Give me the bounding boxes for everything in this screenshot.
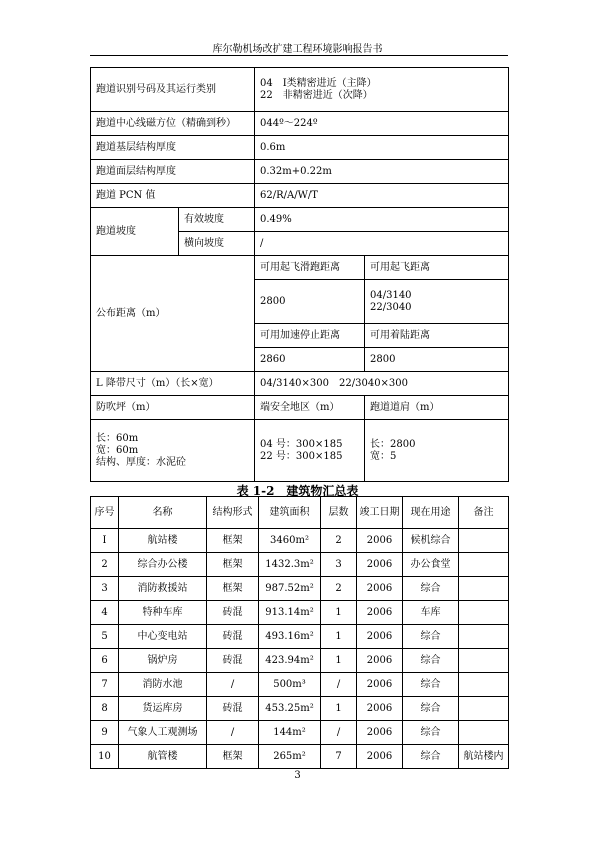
table-row bbox=[91, 529, 509, 553]
table-cell: / bbox=[321, 673, 357, 697]
table-cell: 2 bbox=[321, 529, 357, 553]
table-cell: 3460m² bbox=[259, 529, 321, 553]
strip-label: L 降带尺寸（m）（长×宽） bbox=[91, 372, 255, 396]
resa-label: 端安全地区（m） bbox=[255, 396, 365, 420]
table-cell: 航管楼 bbox=[119, 745, 207, 769]
table-cell bbox=[459, 649, 509, 673]
eff-slope-label: 有效坡度 bbox=[179, 208, 255, 232]
surface-label: 跑道面层结构厚度 bbox=[91, 160, 255, 184]
table-cell: 453.25m² bbox=[259, 697, 321, 721]
table-cell: 2006 bbox=[357, 649, 403, 673]
table-cell bbox=[459, 601, 509, 625]
table-cell: 5 bbox=[91, 625, 119, 649]
table-cell: 候机综合 bbox=[403, 529, 459, 553]
table-cell: 1 bbox=[321, 697, 357, 721]
table-cell: 6 bbox=[91, 649, 119, 673]
table-cell: 2006 bbox=[357, 529, 403, 553]
table-cell: 1 bbox=[321, 601, 357, 625]
table-cell: 框架 bbox=[207, 529, 259, 553]
header-cell: 结构形式 bbox=[207, 497, 259, 529]
table-cell: 2006 bbox=[357, 745, 403, 769]
table-row bbox=[91, 553, 509, 577]
table-row bbox=[91, 697, 509, 721]
table-cell: 综合 bbox=[403, 625, 459, 649]
cross-slope-label: 横向坡度 bbox=[179, 232, 255, 256]
table-cell: 框架 bbox=[207, 745, 259, 769]
table-cell: / bbox=[207, 673, 259, 697]
table-row bbox=[91, 649, 509, 673]
table-cell: 913.14m² bbox=[259, 601, 321, 625]
page-header: 库尔勒机场改扩建工程环境影响报告书 bbox=[212, 44, 383, 55]
table-cell bbox=[459, 673, 509, 697]
table-cell: 1432.3m² bbox=[259, 553, 321, 577]
strip-value: 04/3140×300 22/3040×300 bbox=[255, 372, 509, 396]
slope-label: 跑道坡度 bbox=[91, 208, 179, 256]
shoulder-values: 长：2800 宽：5 bbox=[365, 420, 509, 482]
table-cell: 消防救援站 bbox=[119, 577, 207, 601]
table-cell: 综合 bbox=[403, 697, 459, 721]
lda-label: 可用着陆距离 bbox=[365, 324, 509, 348]
table-cell: 2006 bbox=[357, 697, 403, 721]
table-row bbox=[91, 601, 509, 625]
toda-label: 可用起飞距离 bbox=[365, 256, 509, 280]
table-cell: 500m³ bbox=[259, 673, 321, 697]
resa-values: 04 号：300×185 22 号：300×185 bbox=[255, 420, 365, 482]
table-cell: 消防水池 bbox=[119, 673, 207, 697]
table-cell: 综合 bbox=[403, 721, 459, 745]
table-cell: 车库 bbox=[403, 601, 459, 625]
table-cell: / bbox=[321, 721, 357, 745]
table-cell: 1 bbox=[321, 649, 357, 673]
table-cell: 综合 bbox=[403, 649, 459, 673]
table-cell: 2006 bbox=[357, 673, 403, 697]
runway-id-label: 跑道识别号码及其运行类别 bbox=[91, 68, 255, 112]
table-cell: 航站楼内 bbox=[459, 745, 509, 769]
table-cell bbox=[459, 553, 509, 577]
table-cell: 7 bbox=[321, 745, 357, 769]
table-cell bbox=[459, 577, 509, 601]
table-cell: 2 bbox=[91, 553, 119, 577]
header-rule bbox=[90, 55, 508, 56]
table-cell: 3 bbox=[321, 553, 357, 577]
table-cell: / bbox=[207, 721, 259, 745]
table-cell: 987.52m² bbox=[259, 577, 321, 601]
table-row bbox=[91, 625, 509, 649]
header-cell: 名称 bbox=[119, 497, 207, 529]
blast-label: 防吹坪（m） bbox=[91, 396, 255, 420]
table-cell: 8 bbox=[91, 697, 119, 721]
table-cell: 综合 bbox=[403, 673, 459, 697]
magnetic-value: 044º～224º bbox=[255, 112, 509, 136]
table-cell: 3 bbox=[91, 577, 119, 601]
table-cell: 2 bbox=[321, 577, 357, 601]
dist-label: 公布距离（m） bbox=[91, 256, 255, 372]
asda-value: 2860 bbox=[255, 348, 365, 372]
runway-table bbox=[90, 67, 509, 482]
table-cell: 1 bbox=[321, 625, 357, 649]
table-cell: 中心变电站 bbox=[119, 625, 207, 649]
table-cell: 锅炉房 bbox=[119, 649, 207, 673]
table-cell: 航站楼 bbox=[119, 529, 207, 553]
table-cell: 265m² bbox=[259, 745, 321, 769]
table-cell: 144m² bbox=[259, 721, 321, 745]
table-row bbox=[91, 673, 509, 697]
page-number: 3 bbox=[294, 770, 301, 781]
header-cell: 备注 bbox=[459, 497, 509, 529]
base-label: 跑道基层结构厚度 bbox=[91, 136, 255, 160]
table-cell: 砖混 bbox=[207, 649, 259, 673]
base-value: 0.6m bbox=[255, 136, 509, 160]
table-cell bbox=[459, 697, 509, 721]
table-cell: 493.16m² bbox=[259, 625, 321, 649]
pcn-label: 跑道 PCN 值 bbox=[91, 184, 255, 208]
table-cell bbox=[459, 625, 509, 649]
header-cell: 建筑面积 bbox=[259, 497, 321, 529]
cross-slope-value: / bbox=[255, 232, 509, 256]
table-caption: 表 1-2 建筑物汇总表 bbox=[236, 484, 359, 498]
table-cell bbox=[459, 529, 509, 553]
table-cell: 综合 bbox=[403, 745, 459, 769]
eff-slope-value: 0.49% bbox=[255, 208, 509, 232]
table-cell: 9 bbox=[91, 721, 119, 745]
table-cell: 货运库房 bbox=[119, 697, 207, 721]
table-cell bbox=[459, 721, 509, 745]
magnetic-label: 跑道中心线磁方位（精确到秒） bbox=[91, 112, 255, 136]
table-row bbox=[91, 577, 509, 601]
table-cell: 2006 bbox=[357, 577, 403, 601]
table-cell: 综合 bbox=[403, 577, 459, 601]
tora-label: 可用起飞滑跑距离 bbox=[255, 256, 365, 280]
table-cell: 2006 bbox=[357, 625, 403, 649]
toda-values: 04/3140 22/3040 bbox=[365, 280, 509, 324]
table-cell: 4 bbox=[91, 601, 119, 625]
table-cell: 综合办公楼 bbox=[119, 553, 207, 577]
table-cell: 2006 bbox=[357, 601, 403, 625]
table-cell: 特种车库 bbox=[119, 601, 207, 625]
table-cell: 砖混 bbox=[207, 601, 259, 625]
header-cell: 竣工日期 bbox=[357, 497, 403, 529]
table-cell: 砖混 bbox=[207, 625, 259, 649]
shoulder-label: 跑道道肩（m） bbox=[365, 396, 509, 420]
lda-value: 2800 bbox=[365, 348, 509, 372]
table-cell: Ⅰ bbox=[91, 529, 119, 553]
pcn-value: 62/R/A/W/T bbox=[255, 184, 509, 208]
header-cell: 现在用途 bbox=[403, 497, 459, 529]
blast-values: 长：60m 宽：60m 结构、厚度：水泥砼 bbox=[91, 420, 255, 482]
table-row bbox=[91, 721, 509, 745]
table-cell: 2006 bbox=[357, 553, 403, 577]
runway-id-values: 04 Ⅰ类精密进近（主降） 22 非精密进近（次降） bbox=[255, 68, 509, 112]
table-cell: 10 bbox=[91, 745, 119, 769]
asda-label: 可用加速停止距离 bbox=[255, 324, 365, 348]
header-cell: 序号 bbox=[91, 497, 119, 529]
table-row bbox=[91, 745, 509, 769]
table-cell: 框架 bbox=[207, 553, 259, 577]
table-cell: 办公食堂 bbox=[403, 553, 459, 577]
table-cell: 423.94m² bbox=[259, 649, 321, 673]
table-cell: 气象人工观测场 bbox=[119, 721, 207, 745]
surface-value: 0.32m+0.22m bbox=[255, 160, 509, 184]
table-cell: 7 bbox=[91, 673, 119, 697]
tora-value: 2800 bbox=[255, 280, 365, 324]
building-table bbox=[90, 496, 509, 769]
header-cell: 层数 bbox=[321, 497, 357, 529]
table-cell: 框架 bbox=[207, 577, 259, 601]
table-cell: 2006 bbox=[357, 721, 403, 745]
table-cell: 砖混 bbox=[207, 697, 259, 721]
